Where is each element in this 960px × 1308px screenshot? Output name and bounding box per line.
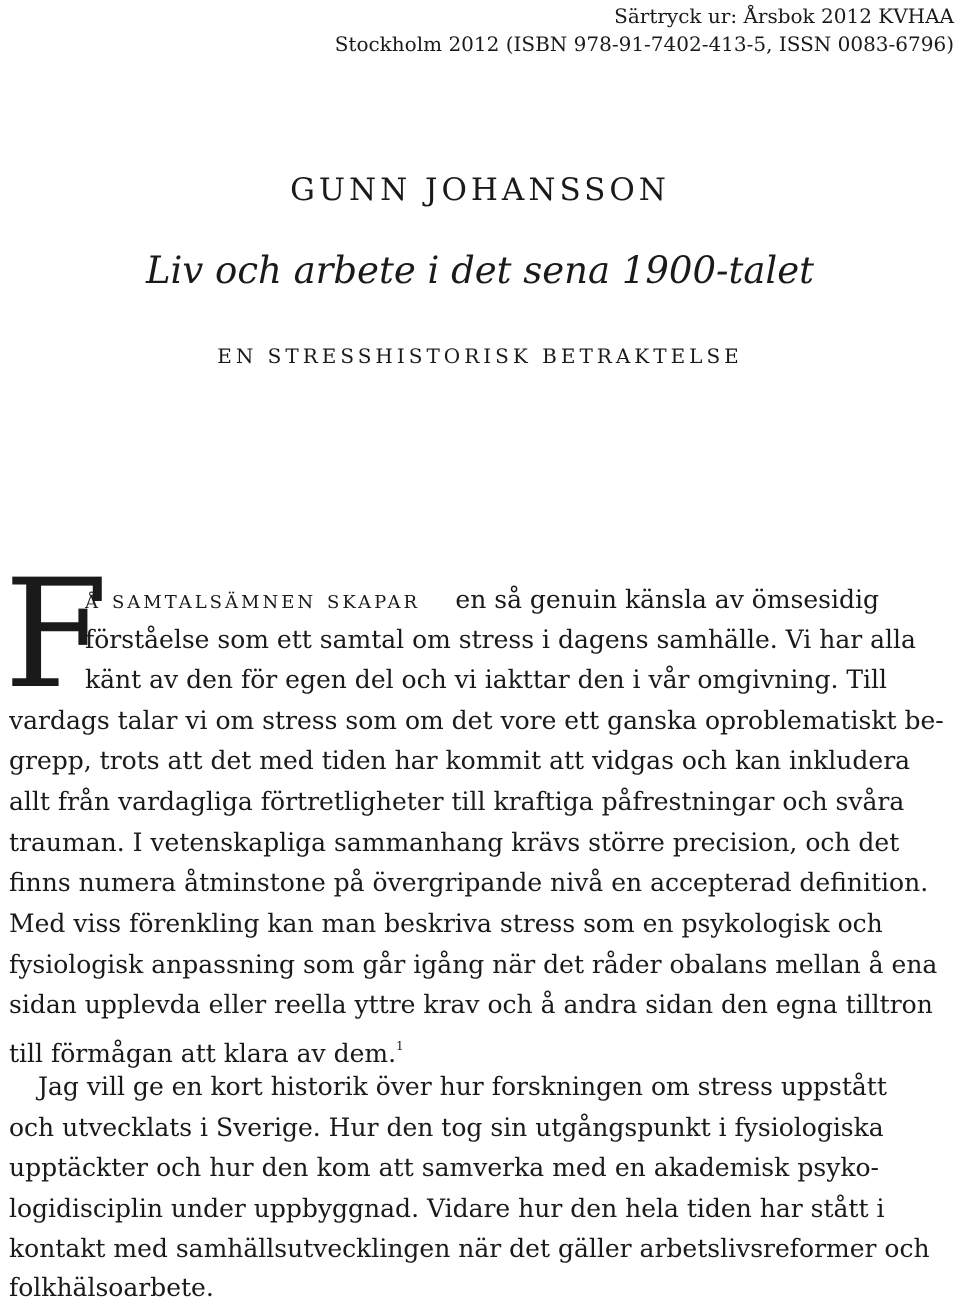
body-line-2: förståelse som ett samtal om stress i dagens samhälle. Vi har alla	[85, 625, 916, 654]
body-line-7: trauman. I vetenskapliga sammanhang krävs större precision, och det	[9, 828, 900, 857]
offprint-header	[335, 2, 954, 58]
article-title: Liv och arbete i det sena 1900-talet	[145, 249, 815, 292]
body-line-1	[85, 580, 879, 620]
author-name: GUNN JOHANSSON	[290, 172, 670, 208]
body-line-1-text: en så genuin känsla av ömsesidig	[455, 585, 879, 614]
body-line-13: Jag vill ge en kort historik över hur forskningen om stress uppstått	[38, 1072, 887, 1101]
body-line-5: grepp, trots att det med tiden har kommit att vidgas och kan inkludera	[9, 746, 911, 775]
body-line-9: Med viss förenkling kan man beskriva stress som en psykologisk och	[9, 909, 883, 938]
body-line-11: sidan upplevda eller reella yttre krav och å andra sidan den egna tilltron	[9, 990, 933, 1019]
body-line-18: folkhälsoarbete.	[9, 1273, 214, 1302]
body-line-6: allt från vardagliga förtretligheter till kraftiga påfrestningar och svåra	[9, 787, 905, 816]
body-line-16: logidisciplin under uppbyggnad. Vidare hur den hela tiden har stått i	[9, 1194, 885, 1223]
body-line-17: kontakt med samhällsutvecklingen när det gäller arbetslivsreformer och	[9, 1234, 930, 1263]
footnote-reference[interactable]: 1	[396, 1039, 404, 1053]
body-line-8: finns numera åtminstone på övergripande nivå en accepterad definition.	[9, 868, 929, 897]
body-line-3: känt av den för egen del och vi iakttar den i vår omgivning. Till	[85, 665, 888, 694]
body-line-15: upptäckter och hur den kom att samverka med en akademisk psyko-	[9, 1153, 879, 1182]
offprint-isbn-line: Stockholm 2012 (ISBN 978-91-7402-413-5, ISSN 0083-6796)	[334, 32, 954, 56]
body-line-14: och utvecklats i Sverige. Hur den tog sin utgångspunkt i fysiologiska	[9, 1113, 884, 1142]
body-line-10: fysiologisk anpassning som går igång när det råder obalans mellan å ena	[9, 950, 938, 979]
lead-in-small-caps: å samtalsämnen skapar	[85, 585, 421, 614]
offprint-source-line: Särtryck ur: Årsbok 2012 KVHAA	[614, 4, 954, 28]
body-line-4: vardags talar vi om stress som om det vore ett ganska oproblematiskt be-	[9, 706, 944, 735]
body-line-12-text: till förmågan att klara av dem.	[9, 1039, 397, 1068]
drop-cap: F	[4, 548, 109, 722]
article-subtitle: EN STRESSHISTORISK BETRAKTELSE	[217, 344, 743, 368]
